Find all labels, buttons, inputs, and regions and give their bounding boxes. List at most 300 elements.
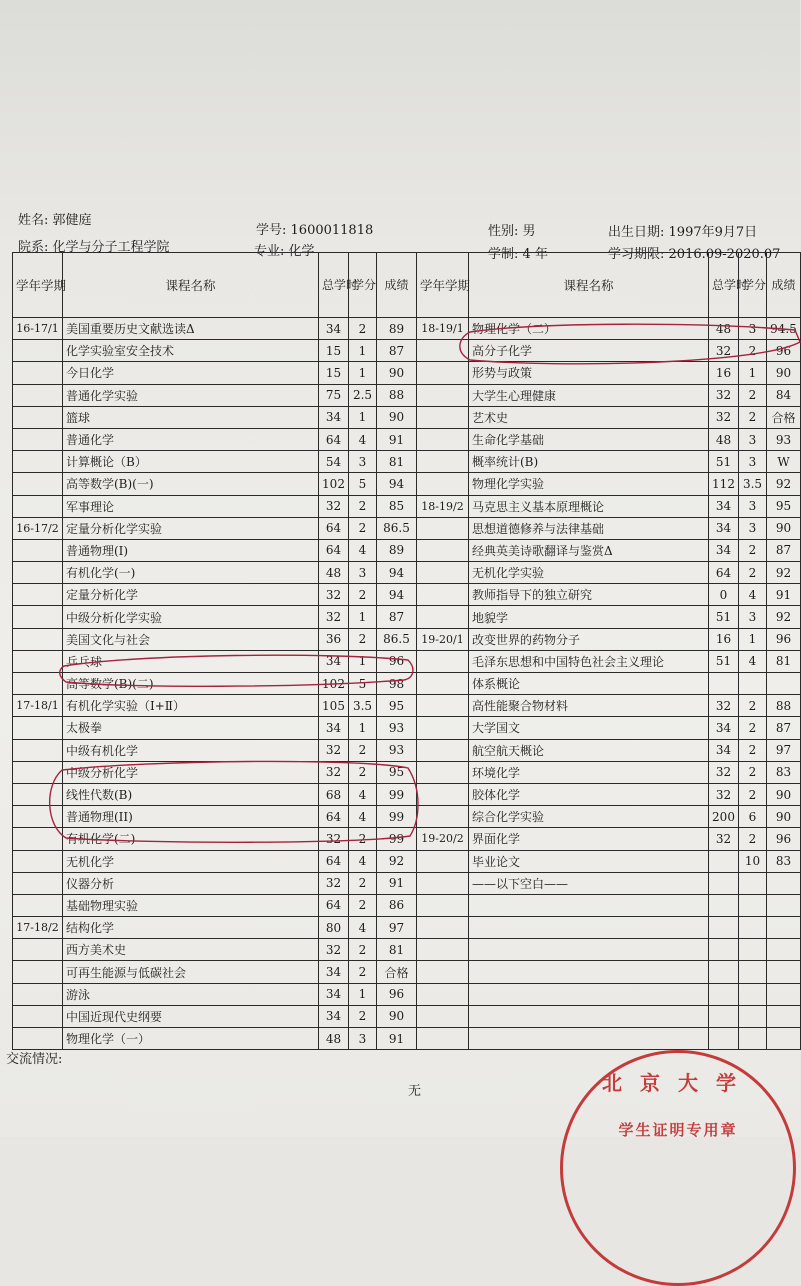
row-term-left bbox=[13, 650, 63, 672]
row-hours-left: 68 bbox=[319, 783, 349, 805]
row-course-left: 基础物理实验 bbox=[63, 894, 319, 916]
row-course-right: 艺术史 bbox=[469, 406, 709, 428]
row-hours-left: 102 bbox=[319, 473, 349, 495]
row-term-left bbox=[13, 340, 63, 362]
row-hours-right bbox=[709, 1028, 739, 1050]
row-course-left: 仪器分析 bbox=[63, 872, 319, 894]
row-course-left: 篮球 bbox=[63, 406, 319, 428]
table-row bbox=[13, 850, 801, 872]
row-credit-left: 1 bbox=[349, 983, 377, 1005]
row-hours-left: 15 bbox=[319, 340, 349, 362]
row-score-left: 99 bbox=[377, 806, 417, 828]
row-course-left: 高等数学(B)(一) bbox=[63, 473, 319, 495]
row-course-right bbox=[469, 983, 709, 1005]
row-hours-right: 51 bbox=[709, 650, 739, 672]
row-credit-left: 2 bbox=[349, 318, 377, 340]
row-term-right bbox=[417, 1028, 469, 1050]
col-hours-right: 总学时 bbox=[709, 253, 739, 318]
row-course-left: 普通物理(II) bbox=[63, 806, 319, 828]
row-course-left: 有机化学(一) bbox=[63, 562, 319, 584]
row-credit-left: 2 bbox=[349, 939, 377, 961]
row-credit-left: 2 bbox=[349, 628, 377, 650]
row-score-left: 91 bbox=[377, 872, 417, 894]
row-hours-right bbox=[709, 961, 739, 983]
row-hours-left: 32 bbox=[319, 606, 349, 628]
row-score-left: 94 bbox=[377, 562, 417, 584]
student-id: 1600011818 bbox=[290, 223, 374, 238]
row-credit-left: 3 bbox=[349, 1028, 377, 1050]
table-row bbox=[13, 362, 801, 384]
row-hours-left: 32 bbox=[319, 939, 349, 961]
row-course-left: 中级分析化学实验 bbox=[63, 606, 319, 628]
row-term-right bbox=[417, 806, 469, 828]
row-term-left bbox=[13, 473, 63, 495]
university-seal bbox=[560, 1050, 796, 1286]
row-hours-left: 105 bbox=[319, 695, 349, 717]
row-course-right: 体系概论 bbox=[469, 673, 709, 695]
row-hours-right: 34 bbox=[709, 539, 739, 561]
row-course-right: 经典英美诗歌翻译与鉴赏Δ bbox=[469, 539, 709, 561]
row-score-left: 81 bbox=[377, 939, 417, 961]
row-score-right bbox=[767, 894, 801, 916]
row-course-right: 高性能聚合物材料 bbox=[469, 695, 709, 717]
row-hours-left: 34 bbox=[319, 406, 349, 428]
row-score-left: 99 bbox=[377, 828, 417, 850]
row-hours-right: 32 bbox=[709, 761, 739, 783]
row-hours-left: 34 bbox=[319, 318, 349, 340]
row-course-right: 物理化学实验 bbox=[469, 473, 709, 495]
row-hours-right bbox=[709, 850, 739, 872]
row-hours-right bbox=[709, 894, 739, 916]
row-term-right bbox=[417, 961, 469, 983]
row-course-left: 普通化学 bbox=[63, 428, 319, 450]
row-score-right: 97 bbox=[767, 739, 801, 761]
row-credit-left: 2 bbox=[349, 761, 377, 783]
row-course-right: 马克思主义基本原理概论 bbox=[469, 495, 709, 517]
row-term-left bbox=[13, 961, 63, 983]
row-term-left bbox=[13, 717, 63, 739]
row-term-right bbox=[417, 739, 469, 761]
row-course-left: 化学实验室安全技术 bbox=[63, 340, 319, 362]
row-credit-right: 2 bbox=[739, 340, 767, 362]
row-credit-left: 4 bbox=[349, 917, 377, 939]
row-credit-left: 4 bbox=[349, 539, 377, 561]
row-score-left: 85 bbox=[377, 495, 417, 517]
row-course-left: 计算概论（B） bbox=[63, 451, 319, 473]
row-term-right bbox=[417, 695, 469, 717]
row-hours-right bbox=[709, 939, 739, 961]
row-score-left: 94 bbox=[377, 584, 417, 606]
row-term-right bbox=[417, 451, 469, 473]
row-term-left bbox=[13, 983, 63, 1005]
row-score-right bbox=[767, 917, 801, 939]
row-hours-left: 34 bbox=[319, 961, 349, 983]
row-score-left: 99 bbox=[377, 783, 417, 805]
row-hours-right: 34 bbox=[709, 739, 739, 761]
table-row bbox=[13, 806, 801, 828]
row-hours-left: 32 bbox=[319, 739, 349, 761]
row-course-right bbox=[469, 917, 709, 939]
row-credit-right bbox=[739, 894, 767, 916]
table-row bbox=[13, 961, 801, 983]
study-years: 4 bbox=[522, 247, 531, 262]
row-score-left: 90 bbox=[377, 362, 417, 384]
row-term-left bbox=[13, 850, 63, 872]
row-course-left: 中国近现代史纲要 bbox=[63, 1005, 319, 1027]
row-term-right bbox=[417, 362, 469, 384]
table-row bbox=[13, 939, 801, 961]
row-credit-right: 2 bbox=[739, 828, 767, 850]
row-hours-right: 64 bbox=[709, 562, 739, 584]
row-course-left: 定量分析化学实验 bbox=[63, 517, 319, 539]
gender-line: 性别: 男 bbox=[488, 224, 536, 239]
table-row bbox=[13, 562, 801, 584]
row-course-left: 可再生能源与低碳社会 bbox=[63, 961, 319, 983]
row-hours-right bbox=[709, 1005, 739, 1027]
col-term-right: 学年学期 bbox=[417, 253, 469, 318]
row-course-left: 结构化学 bbox=[63, 917, 319, 939]
row-course-left: 军事理论 bbox=[63, 495, 319, 517]
row-credit-left: 2 bbox=[349, 584, 377, 606]
row-course-right bbox=[469, 939, 709, 961]
row-course-right: 高分子化学 bbox=[469, 340, 709, 362]
row-hours-right bbox=[709, 983, 739, 1005]
row-hours-right: 34 bbox=[709, 717, 739, 739]
row-term-left bbox=[13, 495, 63, 517]
row-course-right: 界面化学 bbox=[469, 828, 709, 850]
row-credit-right: 1 bbox=[739, 362, 767, 384]
row-score-left: 87 bbox=[377, 606, 417, 628]
row-term-left bbox=[13, 539, 63, 561]
row-score-right: 94.5 bbox=[767, 318, 801, 340]
row-score-left: 94 bbox=[377, 473, 417, 495]
row-term-left bbox=[13, 562, 63, 584]
row-credit-right: 2 bbox=[739, 562, 767, 584]
row-course-right: 地貌学 bbox=[469, 606, 709, 628]
row-hours-right: 48 bbox=[709, 318, 739, 340]
row-score-right: 87 bbox=[767, 539, 801, 561]
table-row bbox=[13, 983, 801, 1005]
row-score-left: 89 bbox=[377, 318, 417, 340]
row-hours-left: 64 bbox=[319, 428, 349, 450]
row-credit-right bbox=[739, 1028, 767, 1050]
row-credit-left: 3.5 bbox=[349, 695, 377, 717]
row-credit-right: 2 bbox=[739, 717, 767, 739]
row-credit-left: 2 bbox=[349, 517, 377, 539]
row-credit-left: 1 bbox=[349, 362, 377, 384]
row-course-right: 教师指导下的独立研究 bbox=[469, 584, 709, 606]
row-hours-left: 64 bbox=[319, 517, 349, 539]
row-term-right bbox=[417, 894, 469, 916]
row-credit-right bbox=[739, 983, 767, 1005]
table-row bbox=[13, 451, 801, 473]
row-term-left bbox=[13, 628, 63, 650]
row-course-right bbox=[469, 1028, 709, 1050]
row-credit-left: 2 bbox=[349, 828, 377, 850]
row-credit-right: 2 bbox=[739, 695, 767, 717]
row-score-right: 90 bbox=[767, 806, 801, 828]
row-score-left: 89 bbox=[377, 539, 417, 561]
row-term-right bbox=[417, 983, 469, 1005]
row-credit-right: 2 bbox=[739, 539, 767, 561]
major-line: 专业: 化学 bbox=[254, 244, 315, 259]
row-term-left bbox=[13, 384, 63, 406]
row-hours-left: 15 bbox=[319, 362, 349, 384]
row-course-right: 航空航天概论 bbox=[469, 739, 709, 761]
table-row bbox=[13, 828, 801, 850]
table-row bbox=[13, 917, 801, 939]
row-hours-right: 32 bbox=[709, 406, 739, 428]
row-term-left bbox=[13, 939, 63, 961]
row-score-right: 合格 bbox=[767, 406, 801, 428]
row-score-left: 81 bbox=[377, 451, 417, 473]
row-hours-right: 200 bbox=[709, 806, 739, 828]
row-score-left: 86.5 bbox=[377, 628, 417, 650]
row-score-right: 87 bbox=[767, 717, 801, 739]
row-score-right: 83 bbox=[767, 850, 801, 872]
row-hours-left: 102 bbox=[319, 673, 349, 695]
row-term-left bbox=[13, 872, 63, 894]
row-credit-left: 2 bbox=[349, 495, 377, 517]
row-score-left: 91 bbox=[377, 428, 417, 450]
row-score-left: 88 bbox=[377, 384, 417, 406]
row-credit-right: 1 bbox=[739, 628, 767, 650]
row-course-left: 线性代数(B) bbox=[63, 783, 319, 805]
row-score-right: 96 bbox=[767, 628, 801, 650]
row-credit-right bbox=[739, 939, 767, 961]
row-score-right: 88 bbox=[767, 695, 801, 717]
row-hours-left: 64 bbox=[319, 806, 349, 828]
row-score-right: 84 bbox=[767, 384, 801, 406]
row-term-left: 17-18/2 bbox=[13, 917, 63, 939]
row-score-left: 96 bbox=[377, 650, 417, 672]
table-row bbox=[13, 340, 801, 362]
row-score-left: 96 bbox=[377, 983, 417, 1005]
row-term-right bbox=[417, 340, 469, 362]
row-hours-left: 32 bbox=[319, 584, 349, 606]
row-credit-left: 2.5 bbox=[349, 384, 377, 406]
row-term-right bbox=[417, 783, 469, 805]
row-hours-left: 64 bbox=[319, 850, 349, 872]
row-course-right: 大学生心理健康 bbox=[469, 384, 709, 406]
row-hours-left: 36 bbox=[319, 628, 349, 650]
row-score-right: 81 bbox=[767, 650, 801, 672]
row-hours-right bbox=[709, 673, 739, 695]
row-course-left: 有机化学实验（Ⅰ+Ⅱ） bbox=[63, 695, 319, 717]
row-credit-right bbox=[739, 917, 767, 939]
row-term-right bbox=[417, 717, 469, 739]
row-credit-right: 3 bbox=[739, 606, 767, 628]
row-score-left: 合格 bbox=[377, 961, 417, 983]
row-credit-right: 2 bbox=[739, 406, 767, 428]
col-score-left: 成绩 bbox=[377, 253, 417, 318]
row-term-left bbox=[13, 783, 63, 805]
row-course-left: 物理化学（一） bbox=[63, 1028, 319, 1050]
table-row bbox=[13, 473, 801, 495]
row-course-right: 概率统计(B) bbox=[469, 451, 709, 473]
row-score-left: 92 bbox=[377, 850, 417, 872]
row-credit-left: 1 bbox=[349, 606, 377, 628]
row-credit-right: 3 bbox=[739, 428, 767, 450]
table-row bbox=[13, 673, 801, 695]
birth-date-line: 出生日期: 1997年9月7日 bbox=[608, 225, 758, 240]
row-credit-right: 10 bbox=[739, 850, 767, 872]
row-course-right: 无机化学实验 bbox=[469, 562, 709, 584]
row-term-right bbox=[417, 939, 469, 961]
row-course-left: 太极拳 bbox=[63, 717, 319, 739]
row-hours-left: 80 bbox=[319, 917, 349, 939]
row-score-right bbox=[767, 1005, 801, 1027]
row-score-left: 98 bbox=[377, 673, 417, 695]
row-score-right: 93 bbox=[767, 428, 801, 450]
row-hours-right bbox=[709, 917, 739, 939]
row-credit-right: 4 bbox=[739, 584, 767, 606]
row-score-left: 93 bbox=[377, 717, 417, 739]
row-course-right: 胶体化学 bbox=[469, 783, 709, 805]
row-term-left bbox=[13, 1005, 63, 1027]
row-term-right bbox=[417, 517, 469, 539]
grades-body bbox=[13, 318, 801, 1050]
row-credit-left: 2 bbox=[349, 961, 377, 983]
study-period: 2016.09-2020.07 bbox=[668, 247, 781, 262]
row-score-left: 93 bbox=[377, 739, 417, 761]
table-row bbox=[13, 695, 801, 717]
row-hours-left: 64 bbox=[319, 539, 349, 561]
row-credit-left: 4 bbox=[349, 806, 377, 828]
row-course-right: 大学国文 bbox=[469, 717, 709, 739]
row-credit-left: 1 bbox=[349, 650, 377, 672]
row-term-right bbox=[417, 1005, 469, 1027]
row-course-right: ——以下空白—— bbox=[469, 872, 709, 894]
col-hours-left: 总学时 bbox=[319, 253, 349, 318]
grades-table bbox=[12, 252, 801, 1050]
row-course-left: 美国重要历史文献选读Δ bbox=[63, 318, 319, 340]
row-score-right: 92 bbox=[767, 473, 801, 495]
row-credit-left: 3 bbox=[349, 451, 377, 473]
row-credit-right: 3 bbox=[739, 318, 767, 340]
row-term-right bbox=[417, 917, 469, 939]
row-credit-right bbox=[739, 872, 767, 894]
row-term-right bbox=[417, 584, 469, 606]
row-term-right: 18-19/1 bbox=[417, 318, 469, 340]
row-score-left: 86.5 bbox=[377, 517, 417, 539]
row-score-right: W bbox=[767, 451, 801, 473]
department: 化学与分子工程学院 bbox=[52, 240, 170, 255]
row-credit-left: 2 bbox=[349, 894, 377, 916]
row-hours-right: 16 bbox=[709, 628, 739, 650]
row-credit-right: 3 bbox=[739, 451, 767, 473]
col-credit-left: 学分 bbox=[349, 253, 377, 318]
row-credit-right: 3.5 bbox=[739, 473, 767, 495]
row-term-right: 19-20/2 bbox=[417, 828, 469, 850]
row-course-right: 改变世界的药物分子 bbox=[469, 628, 709, 650]
table-row bbox=[13, 406, 801, 428]
row-term-left bbox=[13, 761, 63, 783]
row-term-right bbox=[417, 406, 469, 428]
row-course-left: 有机化学(二) bbox=[63, 828, 319, 850]
row-hours-left: 75 bbox=[319, 384, 349, 406]
row-score-right bbox=[767, 939, 801, 961]
name-line: 姓名: 郭健庭 bbox=[18, 213, 92, 228]
table-row bbox=[13, 783, 801, 805]
study-period-line: 学习期限: 2016.09-2020.07 bbox=[608, 247, 781, 262]
row-score-left: 90 bbox=[377, 406, 417, 428]
row-course-left: 高等数学(B)(二) bbox=[63, 673, 319, 695]
row-course-right: 思想道德修养与法律基础 bbox=[469, 517, 709, 539]
row-term-left bbox=[13, 806, 63, 828]
row-term-left bbox=[13, 739, 63, 761]
row-term-right bbox=[417, 606, 469, 628]
table-header-row bbox=[13, 253, 801, 318]
row-score-left: 87 bbox=[377, 340, 417, 362]
row-course-left: 美国文化与社会 bbox=[63, 628, 319, 650]
row-term-right bbox=[417, 384, 469, 406]
row-score-right bbox=[767, 961, 801, 983]
row-credit-left: 1 bbox=[349, 406, 377, 428]
row-course-right bbox=[469, 961, 709, 983]
row-term-right bbox=[417, 850, 469, 872]
row-hours-left: 34 bbox=[319, 983, 349, 1005]
row-term-right: 19-20/1 bbox=[417, 628, 469, 650]
row-score-right: 90 bbox=[767, 362, 801, 384]
row-course-left: 今日化学 bbox=[63, 362, 319, 384]
row-term-left bbox=[13, 828, 63, 850]
table-row bbox=[13, 1005, 801, 1027]
row-hours-right: 34 bbox=[709, 517, 739, 539]
row-hours-right: 32 bbox=[709, 695, 739, 717]
col-course-right: 课程名称 bbox=[469, 253, 709, 318]
row-hours-right: 48 bbox=[709, 428, 739, 450]
row-credit-left: 4 bbox=[349, 783, 377, 805]
row-hours-right: 0 bbox=[709, 584, 739, 606]
row-term-left bbox=[13, 894, 63, 916]
row-credit-right: 3 bbox=[739, 517, 767, 539]
row-score-right: 91 bbox=[767, 584, 801, 606]
row-term-left bbox=[13, 673, 63, 695]
row-credit-right: 2 bbox=[739, 739, 767, 761]
row-term-left bbox=[13, 606, 63, 628]
row-course-right: 毕业论文 bbox=[469, 850, 709, 872]
row-hours-left: 34 bbox=[319, 1005, 349, 1027]
row-hours-left: 34 bbox=[319, 717, 349, 739]
col-score-right: 成绩 bbox=[767, 253, 801, 318]
row-hours-right: 32 bbox=[709, 783, 739, 805]
exchange-value: 无 bbox=[408, 1084, 422, 1099]
row-hours-right: 51 bbox=[709, 606, 739, 628]
row-term-left bbox=[13, 406, 63, 428]
row-term-right bbox=[417, 539, 469, 561]
table-row bbox=[13, 495, 801, 517]
row-course-left: 中级分析化学 bbox=[63, 761, 319, 783]
table-row bbox=[13, 384, 801, 406]
row-hours-right: 51 bbox=[709, 451, 739, 473]
row-hours-left: 32 bbox=[319, 872, 349, 894]
table-row bbox=[13, 872, 801, 894]
row-score-right: 92 bbox=[767, 562, 801, 584]
row-hours-right bbox=[709, 872, 739, 894]
row-hours-left: 48 bbox=[319, 562, 349, 584]
col-term-left: 学年学期 bbox=[13, 253, 63, 318]
row-credit-right bbox=[739, 673, 767, 695]
row-course-right: 毛泽东思想和中国特色社会主义理论 bbox=[469, 650, 709, 672]
row-course-left: 定量分析化学 bbox=[63, 584, 319, 606]
row-credit-left: 3 bbox=[349, 562, 377, 584]
row-credit-right: 2 bbox=[739, 783, 767, 805]
student-name: 郭健庭 bbox=[52, 213, 92, 228]
row-score-right bbox=[767, 1028, 801, 1050]
col-credit-right: 学分 bbox=[739, 253, 767, 318]
table-row bbox=[13, 318, 801, 340]
